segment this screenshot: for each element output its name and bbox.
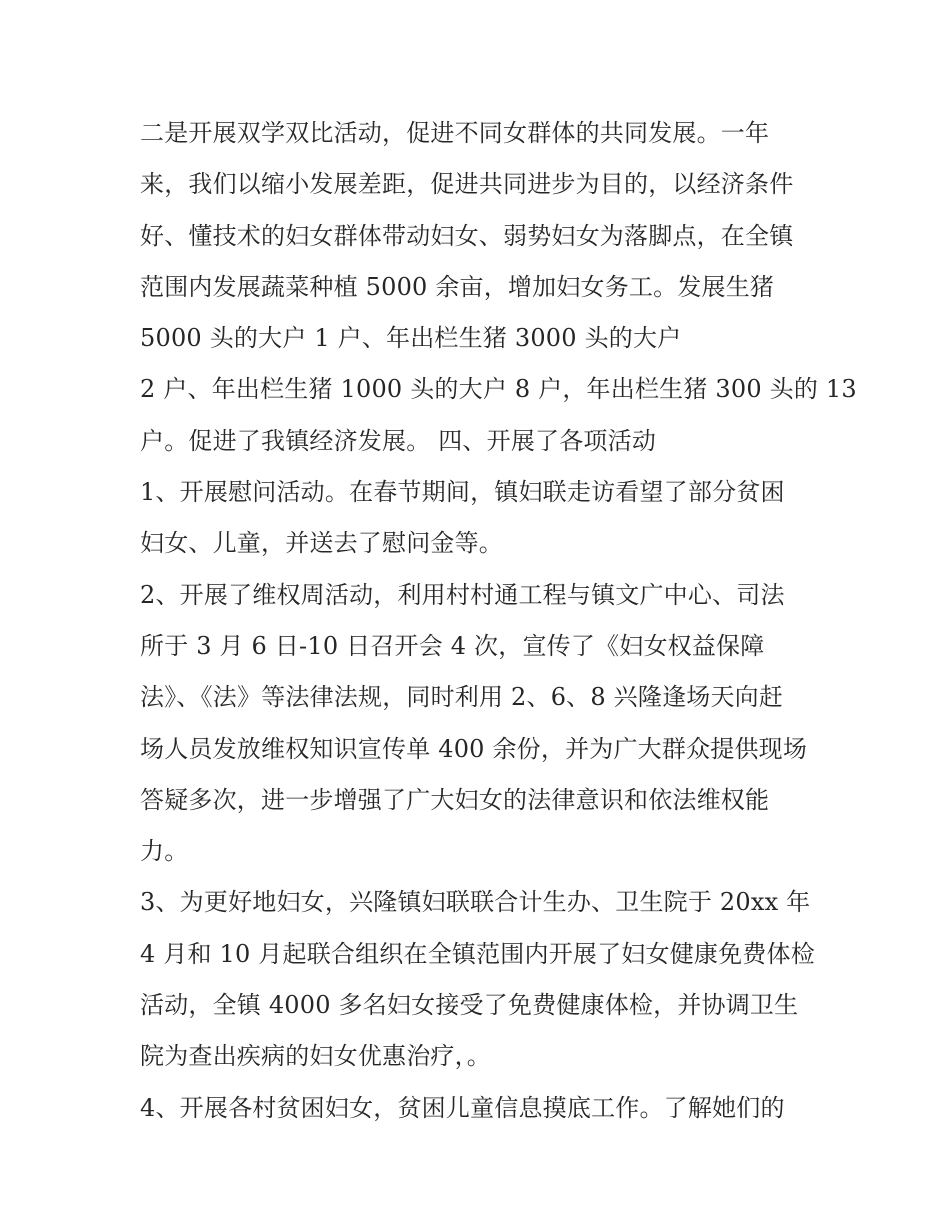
text-line: 二是开展双学双比活动，促进不同女群体的共同发展。一年 — [140, 119, 770, 147]
text-line: 2 户、年出栏生猪 1000 头的大户 8 户，年出栏生猪 300 头的 13 — [140, 375, 857, 404]
text-line: 户。促进了我镇经济发展。 四、开展了各项活动 — [140, 426, 657, 455]
text-line: 3、为更好地妇女，兴隆镇妇联联合计生办、卫生院于 20xx 年 — [140, 888, 811, 917]
text-line: 2、开展了维权周活动，利用村村通工程与镇文广中心、司法 — [140, 580, 785, 609]
text-line: 活动，全镇 4000 多名妇女接受了免费健康体检，并协调卫生 — [140, 991, 799, 1020]
text-line: 所于 3 月 6 日-10 日召开会 4 次，宣传了《妇女权益保障 — [140, 631, 765, 660]
text-line: 1、开展慰问活动。在春节期间，镇妇联走访看望了部分贫困 — [140, 478, 785, 507]
text-line: 范围内发展蔬菜种植 5000 余亩，增加妇女务工。发展生猪 — [140, 272, 775, 301]
text-line: 4 月和 10 月起联合组织在全镇范围内开展了妇女健康免费体检 — [140, 939, 815, 968]
text-line: 力。 — [140, 837, 189, 866]
text-line: 4、开展各村贫困妇女，贫困儿童信息摸底工作。了解她们的 — [140, 1093, 785, 1122]
text-line: 来，我们以缩小发展差距，促进共同进步为目的，以经济条件 — [140, 170, 794, 199]
text-line: 5000 头的大户 1 户、年出栏生猪 3000 头的大户 — [140, 324, 682, 353]
text-line: 妇女、儿童，并送去了慰问金等。 — [140, 529, 503, 558]
text-line: 院为查出疾病的妇女优惠治疗，。 — [140, 1042, 491, 1071]
text-line: 法》、《法》等法律法规，同时利用 2、6、8 兴隆逢场天向赶 — [140, 683, 784, 712]
text-line: 好、懂技术的妇女群体带动妇女、弱势妇女为落脚点，在全镇 — [140, 221, 794, 250]
text-line: 场人员发放维权知识宣传单 400 余份，并为广大群众提供现场 — [140, 734, 808, 763]
text-line: 答疑多次，进一步增强了广大妇女的法律意识和依法维权能 — [140, 785, 770, 814]
body-text — [140, 108, 857, 1134]
